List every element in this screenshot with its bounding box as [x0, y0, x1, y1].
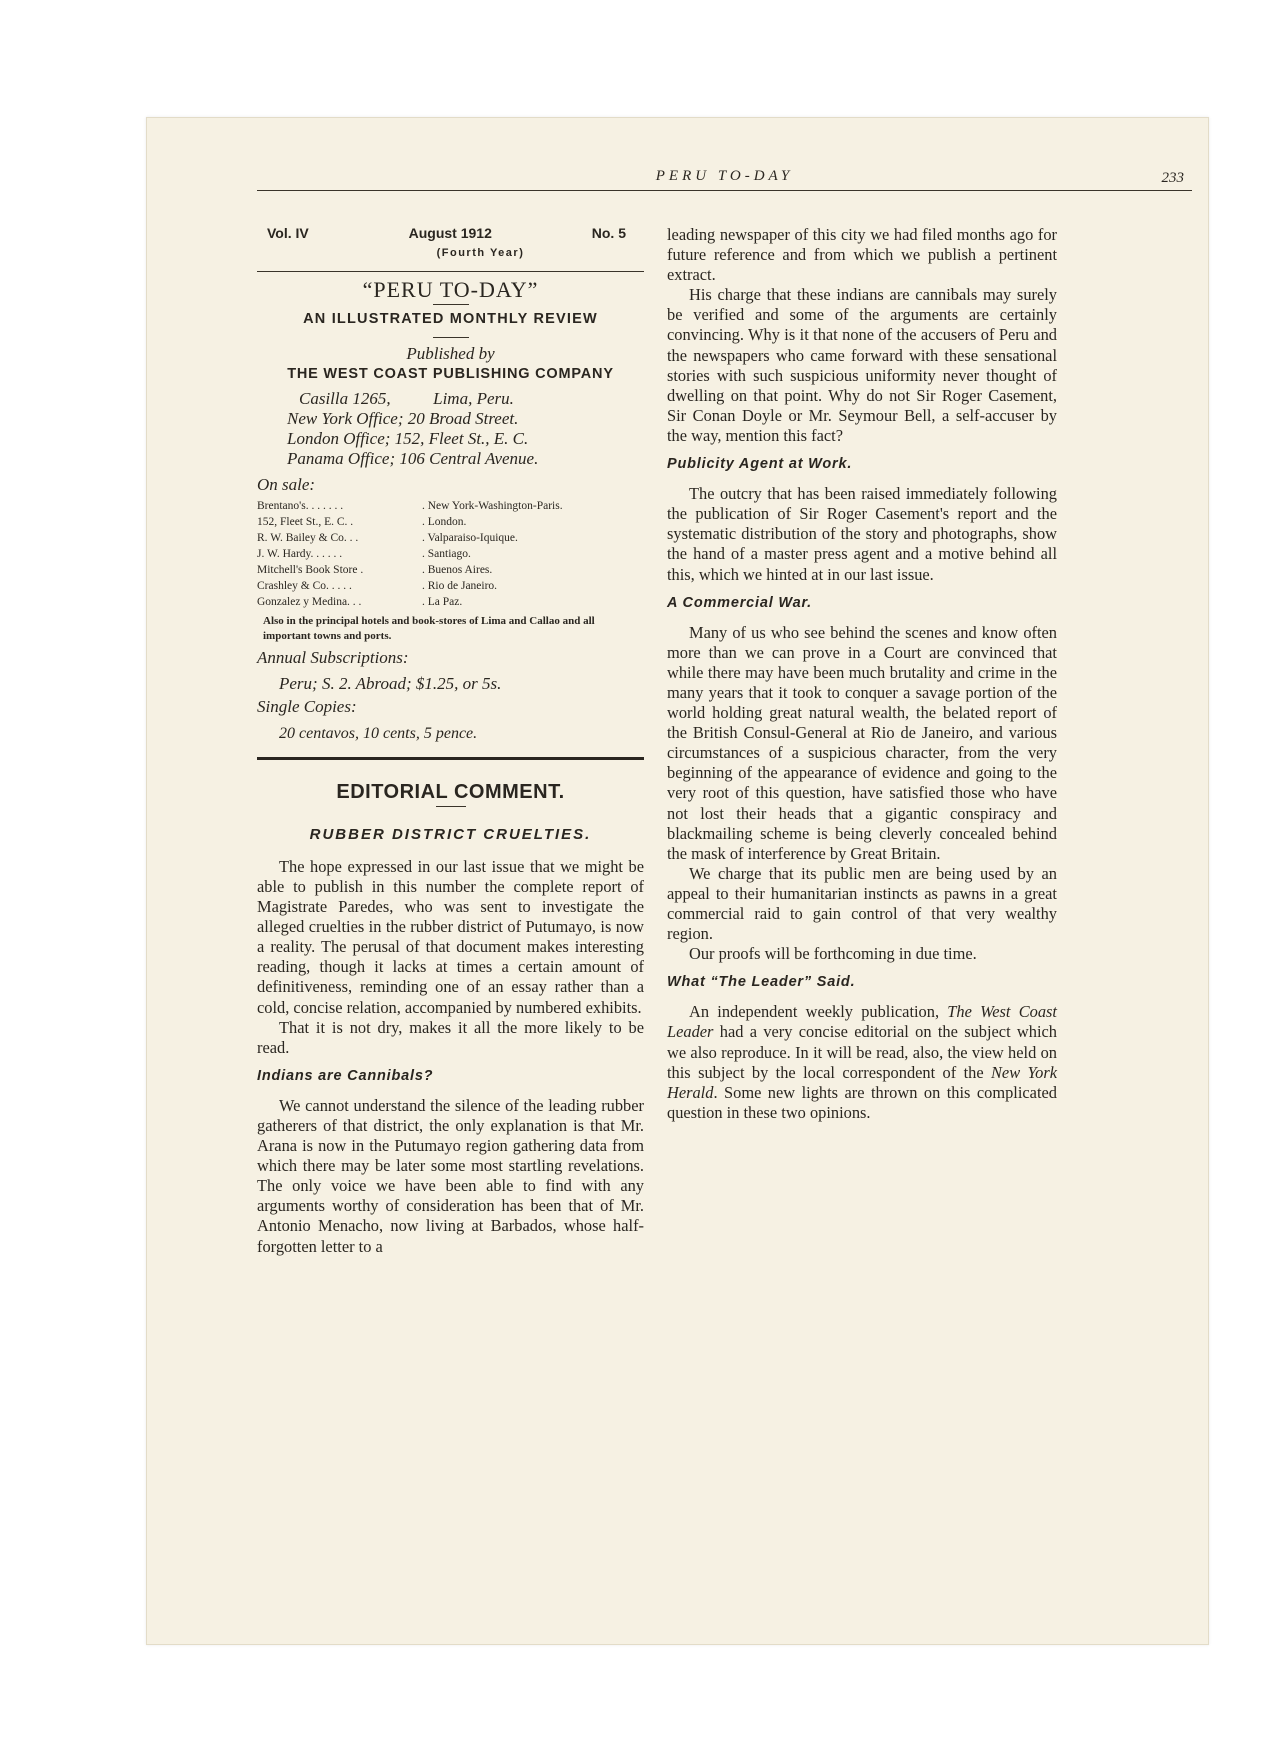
publicity-heading: Publicity Agent at Work. [667, 456, 853, 473]
company-name: THE WEST COAST PUBLISHING COMPANY [287, 366, 614, 383]
paragraph: His charge that these indians are cannibals may surely be verified and some of the arguments are certainly convincing. Why is it that none of the accusers of Peru and the newspapers who came forward with these sensational stories with such suspicious uniformity never thought of dwelling on that point. Why do not Sir Roger Casement, Sir Conan Doyle or Mr. Seymour Bell, a self-accuser by the way, mention this fact? [667, 285, 1057, 445]
publication-title: “PERU TO-DAY” [362, 277, 539, 303]
masthead-line [257, 223, 644, 243]
publication-subtitle: AN ILLUSTRATED MONTHLY REVIEW [303, 311, 598, 328]
list-item: Crashley & Co. . . . . . Rio de Janeiro. [257, 579, 498, 592]
section-rule [257, 757, 644, 760]
issue-date: August 1912 [408, 225, 492, 241]
annual-value: Peru; S. 2. Abroad; $1.25, or 5s. [279, 673, 502, 693]
right-column [667, 225, 1057, 1123]
address-line: New York Office; 20 Broad Street. [287, 408, 519, 428]
short-rule [433, 337, 469, 338]
paragraph: We charge that its public men are being used by an appeal to their humanitarian instincts as pawns in a great commercial raid to gain control of that very wealthy region. [667, 863, 1057, 944]
addresses [257, 389, 644, 469]
publication-name: New York Herald [667, 1062, 1057, 1102]
paragraph: Many of us who see behind the scenes and know often more than we can prove in a Court are convinced that while there may have been much brutality and crime in the many years that it took to conquer a savage portion of the world holding great natural wealth, the belated report of the British Consul-General at Rio de Janeiro, and various circumstances of a suspicious character, from the very beginning of the appearance of evidence and going to the very root of this question, have satisfied those who have not lost their heads that a gigantic conspiracy and blackmailing scheme is being cleverly concealed behind the mask of interference by Great Britain. [667, 622, 1057, 863]
divider [257, 271, 644, 272]
list-item: Brentano's. . . . . . . . New York-Washington-Paris. [257, 499, 563, 512]
also-note: Also in the principal hotels and book-stores of Lima and Callao and all important towns and ports. [263, 614, 595, 642]
publication-name: The West Coast Leader [667, 1002, 1057, 1042]
annual-label: Annual Subscriptions: [257, 647, 409, 667]
list-item: Gonzalez y Medina. . . . La Paz. [257, 595, 463, 608]
paragraph: The hope expressed in our last issue that we might be able to publish in this number the complete report of Magistrate Paredes, who was sent to investigate the alleged cruelties in the rubber district of Putumayo, is now a reality. The perusal of that document makes interesting reading, though it lacks at times a certain amount of definitiveness, reminding one of an essay rather than a cold, concise relation, accompanied by numbered exhibits. [257, 856, 644, 1017]
running-header [257, 168, 1192, 191]
magazine-page [146, 117, 1209, 1645]
address-line: Panama Office; 106 Central Avenue. [287, 448, 539, 468]
paragraph: leading newspaper of this city we had filed months ago for future reference and from which we publish a pertinent extract. [667, 225, 1057, 285]
paragraph: That it is not dry, makes it all the more likely to be read. [257, 1017, 644, 1057]
paragraph: We cannot understand the silence of the leading rubber gatherers of that district, the only explanation is that Mr. Arana is now in the Putumayo region gathering data from which there may be later some most startling revelations. The only voice we have been able to find with any arguments worthy of consideration has been that of Mr. Antonio Menacho, now living at Barbados, whose half-forgotten letter to a [257, 1095, 644, 1256]
single-value: 20 centavos, 10 cents, 5 pence. [279, 724, 478, 742]
rubber-heading: RUBBER DISTRICT CRUELTIES. [309, 825, 592, 843]
short-rule [436, 806, 466, 807]
running-title: PERU TO-DAY [655, 168, 794, 184]
paragraph: The outcry that has been raised immediately following the publication of Sir Roger Casement's report and the systematic distribution of the story and photographs, show the hand of a master press agent and a motive behind all this, which we hinted at in our last issue. [667, 484, 1057, 584]
issue-number: No. 5 [591, 225, 626, 241]
list-item: R. W. Bailey & Co. . . . Valparaiso-Iquique. [257, 531, 518, 544]
paragraph: Our proofs will be forthcoming in due time. [689, 944, 977, 964]
page-number: 233 [1161, 170, 1184, 186]
single-label: Single Copies: [257, 696, 357, 716]
indians-heading: Indians are Cannibals? [257, 1067, 434, 1084]
on-sale-label: On sale: [257, 474, 316, 494]
commercial-heading: A Commercial War. [667, 594, 812, 611]
short-rule [433, 304, 469, 305]
address-line: London Office; 152, Fleet St., E. C. [287, 428, 529, 448]
agent-list [257, 498, 644, 610]
address-line: Casilla 1265, Lima, Peru. [299, 388, 514, 408]
list-item: J. W. Hardy. . . . . . . Santiago. [257, 547, 471, 560]
left-column [257, 223, 644, 1257]
published-by: Published by [406, 344, 495, 364]
leader-heading: What “The Leader” Said. [667, 974, 856, 991]
list-item: Mitchell's Book Store . . Buenos Aires. [257, 563, 493, 576]
paragraph: An independent weekly publication, The West Coast Leader had a very concise editorial on the subject which we also reproduce. In it will be read, also, the view held on this subject by the local correspondent of the New York Herald. Some new lights are thrown on this complicated question in these two opinions. [667, 1002, 1057, 1122]
year-note: (Fourth Year) [436, 247, 525, 260]
volume: Vol. IV [267, 225, 309, 241]
editorial-heading: EDITORIAL COMMENT. [336, 780, 565, 803]
list-item: 152, Fleet St., E. C. . . London. [257, 515, 467, 528]
